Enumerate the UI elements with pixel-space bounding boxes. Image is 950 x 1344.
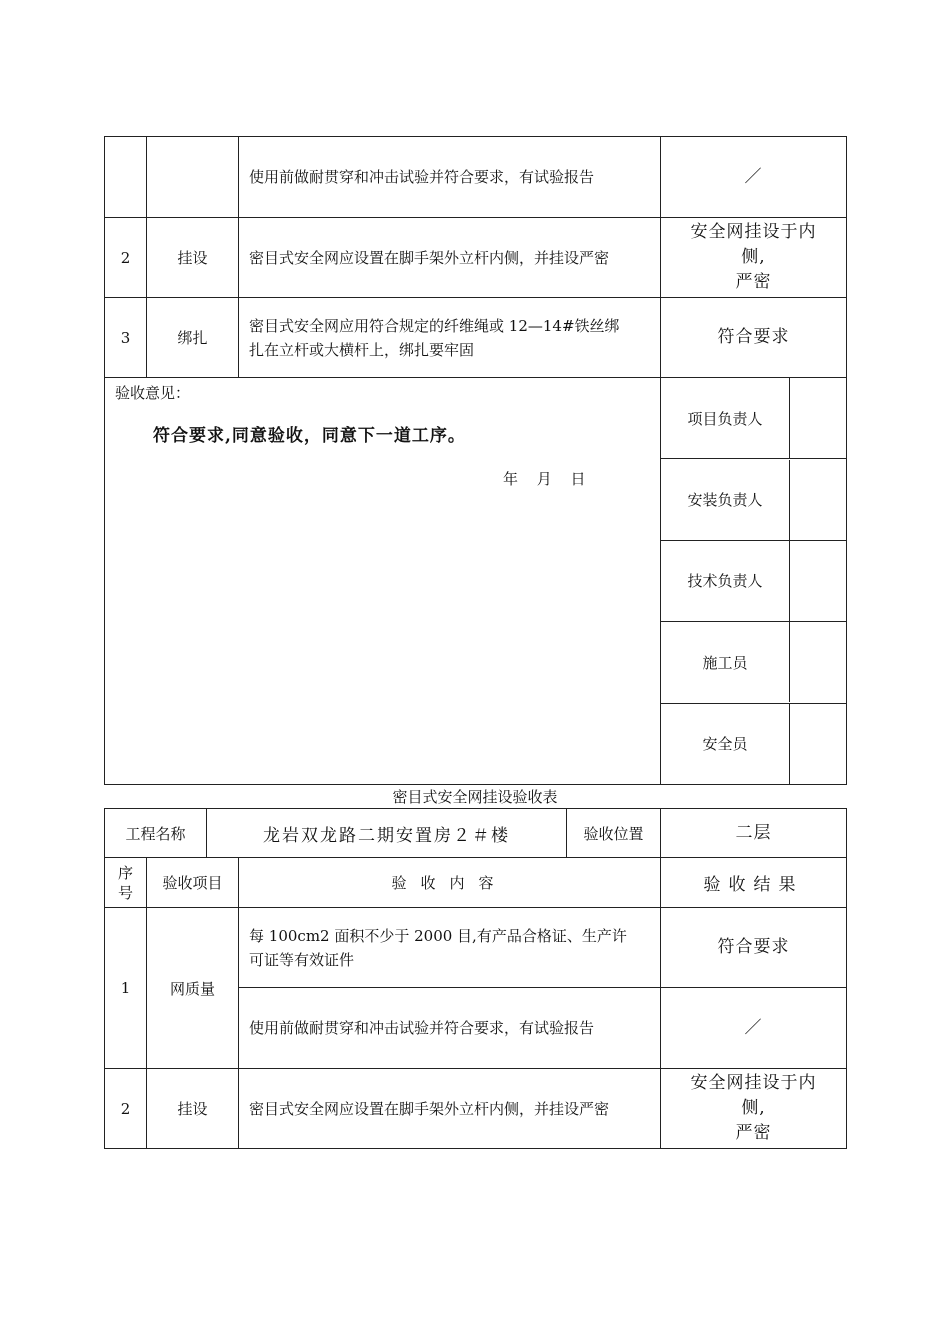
row-result: ／	[661, 988, 847, 1069]
result-line: 安全网挂设于内	[690, 222, 817, 242]
opinion-date: 年 月 日	[503, 470, 586, 488]
table-row	[105, 298, 847, 378]
opinion-label: 验收意见：	[115, 384, 191, 402]
header-item: 验收项目	[147, 858, 239, 908]
result-line: 侧,	[741, 247, 766, 267]
row-content: 密目式安全网应设置在脚手架外立杆内侧，并挂设严密	[239, 218, 661, 298]
table-caption: 密目式安全网挂设验收表	[392, 788, 558, 806]
row-number: 2	[105, 218, 147, 298]
project-row	[105, 809, 847, 858]
signature-field[interactable]	[790, 541, 847, 621]
row-result: 符合要求	[661, 908, 847, 988]
content-line: 密目式安全网应用符合规定的纤维绳或 12—14#铁丝绑	[249, 316, 620, 335]
row-item	[147, 137, 239, 218]
content-line: 扎在立杆或大横杆上，绑扎要牢固	[249, 340, 475, 359]
table-row	[105, 218, 847, 298]
location-value: 二层	[661, 809, 847, 858]
signature-field[interactable]	[790, 378, 847, 458]
row-number	[105, 137, 147, 218]
signer-label: 安装负责人	[661, 460, 790, 540]
row-number: 1	[105, 908, 147, 1069]
row-content: 使用前做耐贯穿和冲击试验并符合要求，有试验报告	[239, 137, 661, 218]
project-name: 龙岩双龙路二期安置房２＃楼	[207, 809, 567, 858]
table-row	[105, 908, 847, 988]
acceptance-table	[104, 808, 847, 1149]
signer-label: 项目负责人	[661, 378, 790, 458]
row-content	[239, 908, 661, 988]
row-item: 挂设	[147, 1069, 239, 1149]
signature-field[interactable]	[790, 460, 847, 540]
table-row	[105, 137, 847, 218]
content-line: 每 100cm2 面积不少于 2000 目,有产品合格证、生产许	[249, 926, 627, 945]
header-line: 序	[117, 863, 133, 882]
row-item: 网质量	[147, 908, 239, 1069]
signature-field[interactable]	[790, 704, 847, 784]
result-line: 安全网挂设于内	[690, 1073, 817, 1093]
signature-row	[105, 378, 847, 459]
row-result: 符合要求	[661, 298, 847, 378]
row-result: ／	[661, 137, 847, 218]
header-number	[105, 858, 147, 908]
content-line: 可证等有效证件	[249, 950, 355, 969]
signer-block	[661, 703, 847, 784]
row-content	[239, 298, 661, 378]
row-number: 3	[105, 298, 147, 378]
signature-field[interactable]	[790, 622, 847, 702]
signer-label: 安全员	[661, 704, 790, 784]
row-item: 绑扎	[147, 298, 239, 378]
project-name-label: 工程名称	[105, 809, 207, 858]
signer-block	[661, 622, 847, 703]
signer-label: 施工员	[661, 622, 790, 702]
row-content: 密目式安全网应设置在脚手架外立杆内侧，并挂设严密	[239, 1069, 661, 1149]
opinion-text: 符合要求,同意验收，同意下一道工序。	[153, 426, 466, 446]
row-result	[661, 1069, 847, 1149]
row-result	[661, 218, 847, 298]
result-line: 侧,	[741, 1098, 766, 1118]
header-row	[105, 858, 847, 908]
header-line: 号	[117, 883, 133, 902]
table-row	[105, 1069, 847, 1149]
row-number: 2	[105, 1069, 147, 1149]
row-content: 使用前做耐贯穿和冲击试验并符合要求，有试验报告	[239, 988, 661, 1069]
row-item: 挂设	[147, 218, 239, 298]
signer-block	[661, 540, 847, 621]
location-label: 验收位置	[567, 809, 661, 858]
signer-block	[661, 378, 847, 459]
header-result: 验收结果	[661, 858, 847, 908]
result-line: 严密	[735, 1123, 772, 1143]
acceptance-table-continued	[104, 136, 847, 785]
opinion-cell	[105, 378, 661, 785]
signer-block	[661, 459, 847, 540]
result-line: 严密	[735, 272, 772, 292]
signer-label: 技术负责人	[661, 541, 790, 621]
header-content: 验收内容	[239, 858, 661, 908]
